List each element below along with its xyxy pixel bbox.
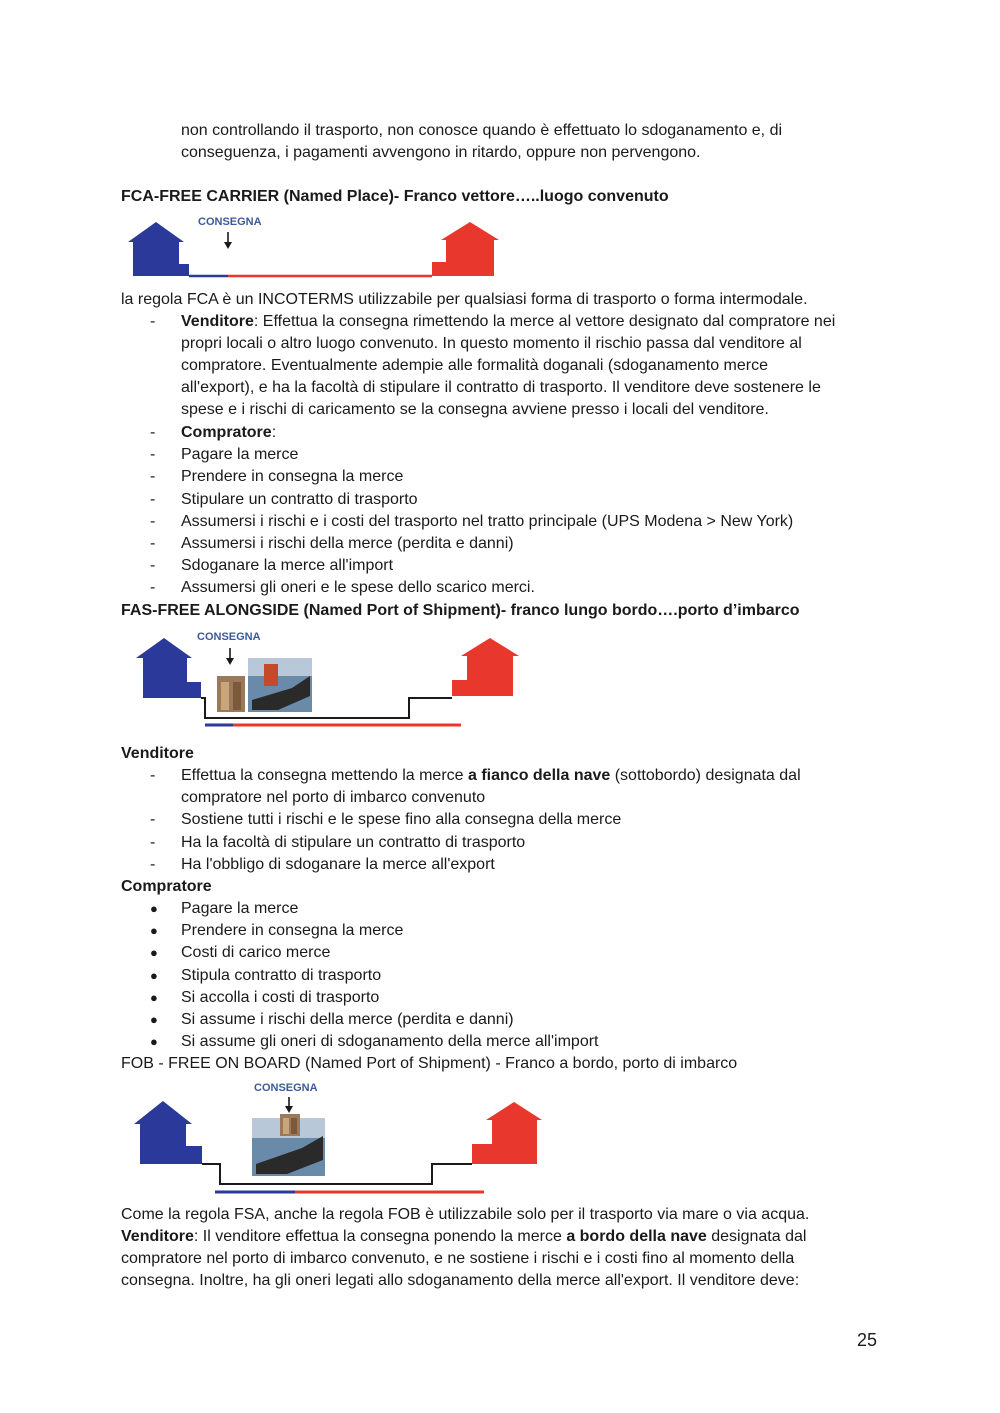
paragraph-line: conseguenza, i pagamenti avvengono in ritardo, oppure non pervengono.	[181, 144, 701, 161]
list-item: Assumersi i rischi della merce (perdita e danni)	[181, 535, 514, 552]
list-item: Pagare la merce	[181, 900, 299, 917]
list-item	[181, 765, 801, 787]
list-item: Assumersi gli oneri e le spese dello scarico merci.	[181, 579, 535, 596]
bullet-marker: ●	[150, 1034, 158, 1049]
paragraph-line: propri locali o altro luogo convenuto. In questo momento il rischio passa dal venditore al	[181, 335, 802, 352]
dash-marker: -	[150, 579, 156, 596]
route-profile	[202, 1164, 472, 1184]
fas-delivery-diagram	[121, 624, 521, 730]
arrow-head-icon	[226, 658, 234, 665]
list-item: Si assume i rischi della merce (perdita e danni)	[181, 1011, 514, 1028]
list-item: Sdoganare la merce all'import	[181, 557, 394, 574]
list-item: Prendere in consegna la merce	[181, 922, 404, 939]
seller-heading: Venditore	[121, 745, 194, 762]
buyer-house-roof	[461, 638, 519, 656]
buyer-house-body	[492, 1120, 537, 1164]
list-item	[181, 422, 276, 444]
list-item: Si accolla i costi di trasporto	[181, 989, 380, 1006]
list-item-text: (sottobordo) designata dal	[610, 767, 801, 784]
bullet-marker: ●	[150, 990, 158, 1005]
section-heading-fca: FCA-FREE CARRIER (Named Place)- Franco vettore…..luogo convenuto	[121, 188, 669, 205]
buyer-house-step	[472, 1144, 492, 1164]
list-item	[181, 311, 835, 333]
consegna-label: CONSEGNA	[198, 216, 262, 228]
dash-marker: -	[150, 811, 156, 828]
dash-marker: -	[150, 513, 156, 530]
buyer-house-step	[452, 680, 467, 696]
emphasis-text: a fianco della nave	[468, 767, 611, 784]
paragraph-line: spese e i rischi di caricamento se la consegna avviene presso i locali del venditore.	[181, 401, 769, 418]
seller-house-roof	[134, 1101, 192, 1124]
dash-marker: -	[150, 834, 156, 851]
seller-house-step	[186, 1146, 202, 1164]
list-item-text: : Effettua la consegna rimettendo la merce al vettore designato dal compratore nei	[253, 313, 836, 330]
seller-house-body	[140, 1124, 186, 1164]
emphasis-text: a bordo della nave	[566, 1228, 707, 1245]
paragraph-line: compratore. Eventualmente adempie alle formalità doganali (sdoganamento merce	[181, 357, 768, 374]
list-item: Assumersi i rischi e i costi del trasporto nel tratto principale (UPS Modena > New York)	[181, 513, 794, 530]
list-item: Sostiene tutti i rischi e le spese fino alla consegna della merce	[181, 811, 622, 828]
arrow-head-icon	[224, 242, 232, 249]
section-heading-fob: FOB - FREE ON BOARD (Named Port of Shipment) - Franco a bordo, porto di imbarco	[121, 1055, 738, 1072]
dash-marker: -	[150, 313, 156, 330]
list-item: Stipula contratto di trasporto	[181, 967, 382, 984]
list-item: Stipulare un contratto di trasporto	[181, 491, 418, 508]
list-item: Si assume gli oneri di sdoganamento della merce all'import	[181, 1033, 599, 1050]
seller-label: Venditore	[181, 313, 254, 330]
list-item: Ha l'obbligo di sdoganare la merce all'export	[181, 856, 495, 873]
dash-marker: -	[150, 468, 156, 485]
arrow-head-icon	[285, 1106, 293, 1113]
seller-house-roof	[136, 638, 192, 658]
paragraph-text: : Il venditore effettua la consegna ponendo la merce	[193, 1228, 567, 1245]
paragraph-line: consegna. Inoltre, ha gli oneri legati allo sdoganamento della merce all'export. Il venditore deve:	[121, 1272, 800, 1289]
list-item: Costi di carico merce	[181, 944, 331, 961]
page-number: 25	[857, 1330, 878, 1350]
buyer-heading: Compratore	[121, 878, 212, 895]
dash-marker: -	[150, 535, 156, 552]
paragraph-line: compratore nel porto di imbarco convenuto	[181, 789, 486, 806]
paragraph-line: all'export), e ha la facoltà di stipulare il contratto di trasporto. Il venditore deve sostenere le	[181, 379, 821, 396]
list-item-text: Effettua la consegna mettendo la merce	[181, 767, 468, 784]
dash-marker: -	[150, 446, 156, 463]
buyer-house-roof	[441, 222, 499, 240]
paragraph-line: la regola FCA è un INCOTERMS utilizzabile per qualsiasi forma di trasporto o forma intermodale.	[121, 291, 808, 308]
seller-house-step	[179, 264, 189, 276]
bullet-marker: ●	[150, 901, 158, 916]
paragraph-line: Come la regola FSA, anche la regola FOB è utilizzabile solo per il trasporto via mare o via acqua.	[121, 1206, 810, 1223]
bullet-marker: ●	[150, 945, 158, 960]
paragraph-line	[121, 1226, 806, 1248]
paragraph-line: compratore nel porto di imbarco convenuto, e ne sostiene i rischi e i costi fino al momento della	[121, 1250, 795, 1267]
bullet-marker: ●	[150, 923, 158, 938]
buyer-house-body	[446, 240, 494, 276]
dash-marker: -	[150, 424, 156, 441]
bullet-marker: ●	[150, 1012, 158, 1027]
buyer-house-body	[467, 656, 513, 696]
buyer-house-step	[432, 262, 446, 276]
dash-marker: -	[150, 491, 156, 508]
paragraph-text: designata dal	[706, 1228, 807, 1245]
seller-house-roof	[128, 222, 184, 242]
buyer-label: Compratore	[181, 424, 272, 441]
list-item: Prendere in consegna la merce	[181, 468, 404, 485]
fca-delivery-diagram	[121, 212, 501, 280]
seller-house-step	[187, 682, 201, 698]
consegna-label: CONSEGNA	[197, 631, 261, 643]
seller-house-body	[143, 658, 187, 698]
fob-delivery-diagram	[121, 1076, 551, 1200]
seller-label: Venditore	[121, 1228, 194, 1245]
dash-marker: -	[150, 856, 156, 873]
seller-house-body	[133, 242, 179, 276]
consegna-label: CONSEGNA	[254, 1082, 318, 1094]
list-item-text: :	[271, 424, 277, 441]
buyer-house-roof	[486, 1102, 542, 1120]
section-heading-fas: FAS-FREE ALONGSIDE (Named Port of Shipment)- franco lungo bordo….porto d’imbarco	[121, 602, 800, 619]
list-item: Ha la facoltà di stipulare un contratto di trasporto	[181, 834, 526, 851]
list-item: Pagare la merce	[181, 446, 299, 463]
paragraph-line: non controllando il trasporto, non conosce quando è effettuato lo sdoganamento e, di	[181, 122, 783, 139]
bullet-marker: ●	[150, 968, 158, 983]
dash-marker: -	[150, 557, 156, 574]
dash-marker: -	[150, 767, 156, 784]
